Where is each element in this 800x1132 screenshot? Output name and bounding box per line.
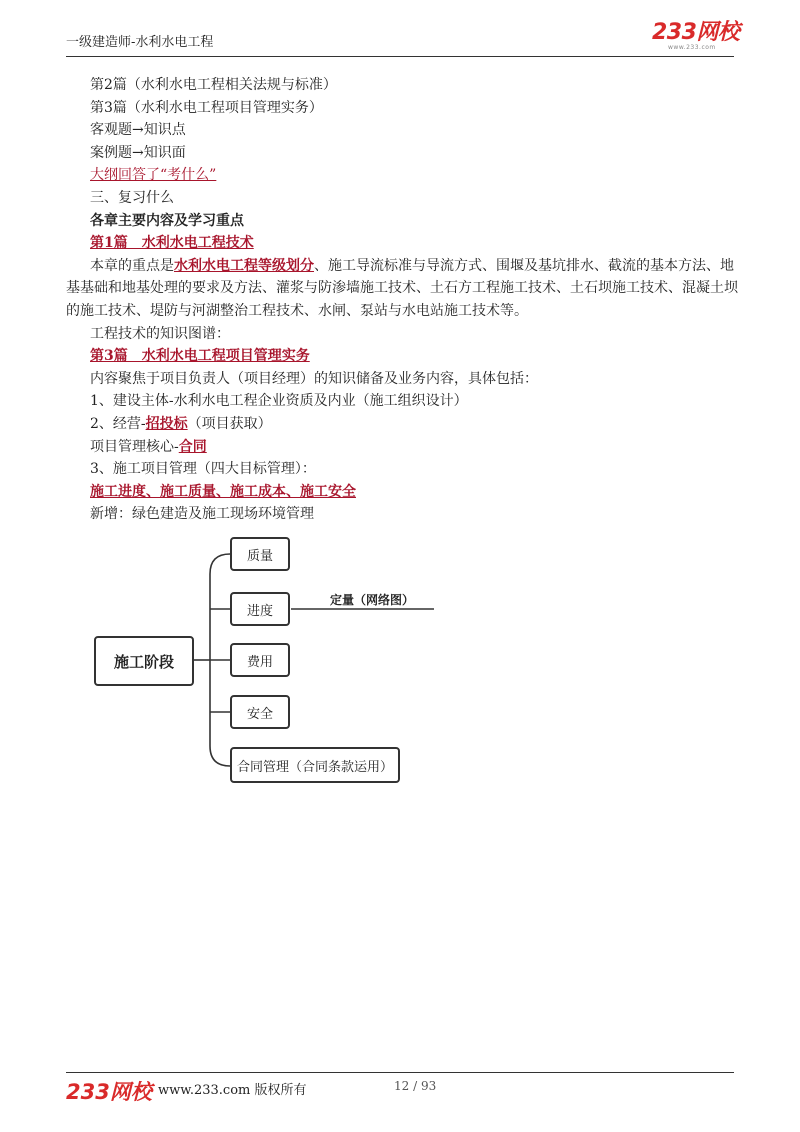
contract-link[interactable]: 合同 xyxy=(178,438,207,455)
branch-quality: 质量 xyxy=(230,537,290,571)
text-line: 1、建设主体-水利水电工程企业资质及内业（施工组织设计） xyxy=(90,393,468,410)
text-line xyxy=(66,413,738,436)
header-title: 一级建造师-水利水电工程 xyxy=(66,35,214,50)
grade-division-link[interactable]: 水利水电工程等级划分 xyxy=(174,257,314,274)
text-line: 内容聚焦于项目负责人（项目经理）的知识储备及业务内容，具体包括： xyxy=(90,370,538,387)
header-divider xyxy=(66,56,734,57)
bidding-link[interactable]: 招投标 xyxy=(145,415,188,432)
progress-note: 定量（网络图） xyxy=(330,593,415,607)
text-line: 第2篇（水利水电工程相关法规与标准） xyxy=(90,77,337,93)
text-line xyxy=(66,436,738,459)
section-heading: 三、复习什么 xyxy=(90,189,174,206)
construction-stage-diagram xyxy=(94,534,444,790)
text-line: 新增：绿色建造及施工现场环境管理 xyxy=(90,506,314,523)
text-line: 案例题→知识面 xyxy=(90,144,186,161)
brand-logo xyxy=(652,22,739,51)
footer-divider xyxy=(66,1072,734,1073)
text-tail: （项目获取） xyxy=(187,415,272,432)
logo-main-text: 233网校 xyxy=(652,20,740,45)
page-number: 12 / 93 xyxy=(394,1079,437,1093)
branch-cost: 费用 xyxy=(230,643,290,677)
text-lead: 2、经营- xyxy=(90,415,146,432)
footer-copyright: www.233.com 版权所有 xyxy=(158,1083,307,1098)
paragraph-lead: 本章的重点是 xyxy=(90,257,174,274)
text-line: 第3篇（水利水电工程项目管理实务） xyxy=(90,99,323,116)
branch-progress: 进度 xyxy=(230,592,290,626)
four-goals-link[interactable]: 施工进度、施工质量、施工成本、施工安全 xyxy=(90,483,356,500)
branch-contract: 合同管理（合同条款运用） xyxy=(230,747,400,783)
part3-link[interactable]: 第3篇 水利水电工程项目管理实务 xyxy=(90,348,310,365)
text-line xyxy=(66,345,738,368)
text-line: 工程技术的知识图谱： xyxy=(90,325,230,342)
text-lead: 项目管理核心- xyxy=(90,438,179,455)
text-line xyxy=(66,481,738,504)
text-line xyxy=(66,164,738,187)
text-line xyxy=(66,232,738,255)
text-line: 3、施工项目管理（四大目标管理）： xyxy=(90,461,316,478)
subsection-heading: 各章主要内容及学习重点 xyxy=(90,212,244,229)
branch-safety: 安全 xyxy=(230,695,290,729)
text-line: 客观题→知识点 xyxy=(90,122,186,139)
paragraph xyxy=(66,255,738,323)
outline-link[interactable]: 大纲回答了“考什么” xyxy=(90,167,217,184)
part1-link[interactable]: 第1篇 水利水电工程技术 xyxy=(90,235,254,252)
diagram-root-node: 施工阶段 xyxy=(94,636,194,686)
logo-sub-text: www.233.com xyxy=(668,44,716,51)
document-body xyxy=(66,74,738,526)
paragraph-rest: 、施工导流标准与导流方式、围堰及基坑排水、截流的基本方法、地基基础和地基处理的要求及方法、灌浆与防渗墙施工技术、土石方工程施工技术、土石坝施工技术、混凝土坝的施工技术、堤防与河湖整治工程技术、水闸、泵站与水电站施工技术等。 xyxy=(66,257,738,319)
footer-logo: 233网校 xyxy=(66,1080,152,1104)
